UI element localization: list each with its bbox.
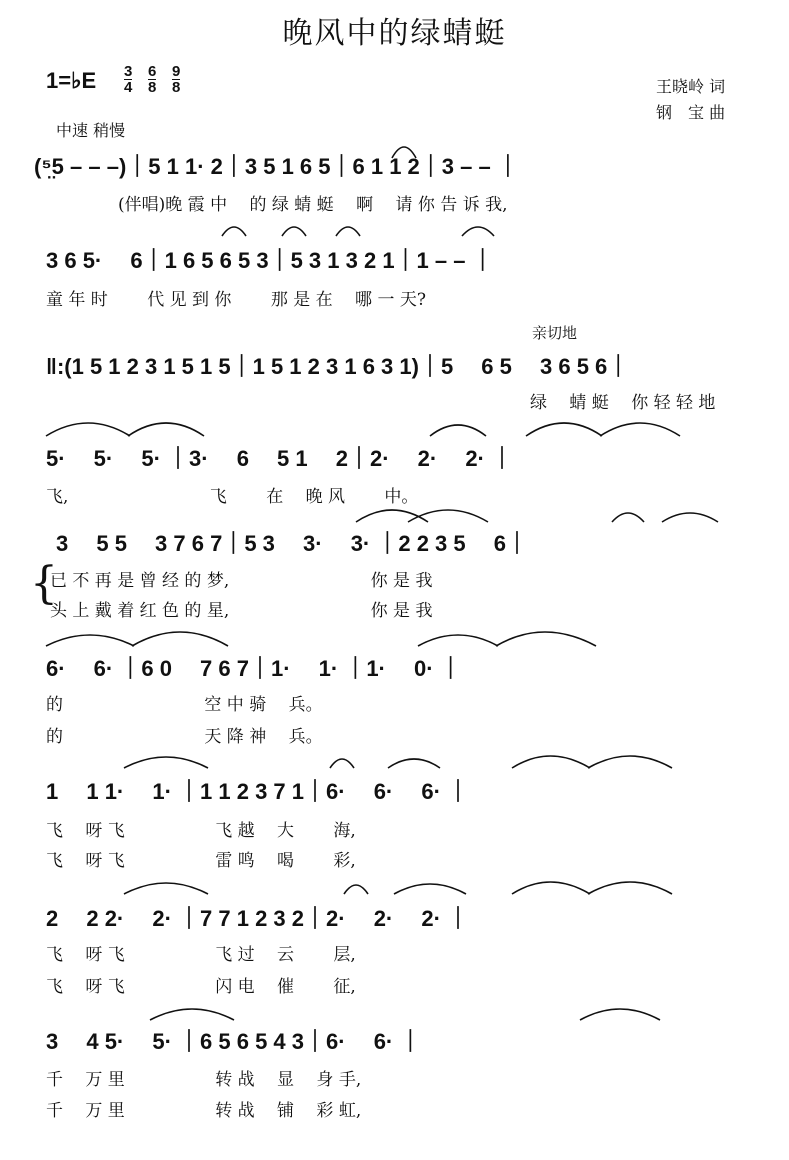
lyric-line-5a: 已 不 再 是 曾 经 的 梦, 你 是 我 [50, 571, 433, 591]
lyric-line-7b: 飞 呀 飞 雷 鸣 喝 彩, [46, 851, 356, 871]
slur [132, 632, 228, 646]
slur [612, 513, 644, 522]
slur [512, 756, 590, 768]
slur [124, 883, 208, 894]
slur [222, 227, 246, 236]
notation-line-9: 3 4 5· 5· ｜6 5 6 5 4 3｜6· 6· ｜ [46, 1029, 422, 1054]
notation-line-3: ‖:(1 5 1 2 3 1 5 1 5｜1 5 1 2 3 1 6 3 1)｜5 6 5 3 6 5 6｜ [46, 354, 630, 379]
slur [512, 882, 590, 894]
slur [344, 885, 368, 894]
notation-line-8: 2 2 2· 2· ｜7 7 1 2 3 2｜2· 2· 2· ｜ [46, 906, 470, 931]
lyric-line-9a: 千 万 里 转 战 显 身 手, [46, 1070, 362, 1090]
lyric-line-3a: 绿 蜻 蜓 你 轻 轻 地 [530, 393, 716, 413]
slur [46, 423, 130, 436]
composer-credit: 钢 宝 曲 [656, 103, 726, 122]
slur [282, 227, 306, 236]
slur [662, 513, 718, 522]
slur [128, 423, 204, 436]
lyric-line-6b: 的 天 降 神 兵。 [46, 727, 323, 747]
lyric-line-7a: 飞 呀 飞 飞 越 大 海, [46, 821, 356, 841]
lyric-line-8a: 飞 呀 飞 飞 过 云 层, [46, 945, 356, 965]
slur [330, 759, 354, 768]
tempo-marking: 中速 稍慢 [56, 121, 126, 140]
slur [46, 635, 134, 646]
slur [526, 423, 602, 436]
notation-line-4: 5· 5· 5· ｜3· 6 5 1 2｜2· 2· 2· ｜ [46, 446, 513, 471]
lyric-line-5b: 头 上 戴 着 红 色 的 星, 你 是 我 [50, 601, 433, 621]
slur [588, 882, 672, 894]
lyric-line-4a: 飞, 飞 在 晚 风 中。 [46, 487, 419, 507]
slur [418, 635, 498, 646]
notation-line-5: 3 5 5 3 7 6 7｜5 3 3· 3· ｜2 2 3 5 6｜ [56, 531, 528, 556]
lyricist-credit: 王晓岭 词 [656, 77, 726, 96]
slur [430, 425, 486, 436]
time-signature-6-8: 6 8 [148, 63, 157, 96]
slur [150, 1009, 234, 1020]
expression-marking: 亲切地 [532, 324, 578, 342]
slur [336, 227, 360, 236]
notation-line-2: 3 6 5· 6｜1 6 5 6 5 3｜5 3 1 3 2 1｜1 – – ｜ [46, 248, 494, 273]
notation-line-7: 1 1 1· 1· ｜1 1 2 3 7 1｜6· 6· 6· ｜ [46, 779, 470, 804]
lyric-line-9b: 千 万 里 转 战 铺 彩 虹, [46, 1101, 362, 1121]
slur [600, 423, 680, 436]
slur [124, 757, 208, 768]
notation-line-6: 6· 6· ｜6 0 7 6 7｜1· 1· ｜1· 0· ｜ [46, 656, 462, 681]
lyric-line-6a: 的 空 中 骑 兵。 [46, 695, 323, 715]
slur [462, 227, 494, 236]
slur [356, 510, 428, 522]
lyric-line-8b: 飞 呀 飞 闪 电 催 征, [46, 977, 356, 997]
slur [588, 756, 672, 768]
time-signature-9-8: 9 8 [172, 63, 181, 96]
lyric-line-1a: (伴唱)晚 霞 中 的 绿 蜻 蜓 啊 请 你 告 诉 我, [118, 195, 508, 215]
slur [392, 147, 416, 158]
lyric-line-2a: 童 年 时 代 见 到 你 那 是 在 哪 一 天? [46, 290, 426, 310]
slur [388, 759, 440, 768]
time-signature-3-4: 3 4 [124, 63, 133, 96]
slur [408, 510, 488, 522]
slur [394, 884, 466, 894]
song-title: 晚风中的绿蜻蜓 [282, 16, 507, 51]
slur [580, 1009, 660, 1020]
verse-brace: { [30, 558, 58, 609]
key-signature: 1=♭E [46, 68, 97, 93]
slur [496, 632, 596, 646]
notation-line-1: (⁵̤5 – – –)｜5 1 1· 2｜3 5 1 6 5｜6 1 1 2｜3 – – ｜ [34, 154, 519, 179]
